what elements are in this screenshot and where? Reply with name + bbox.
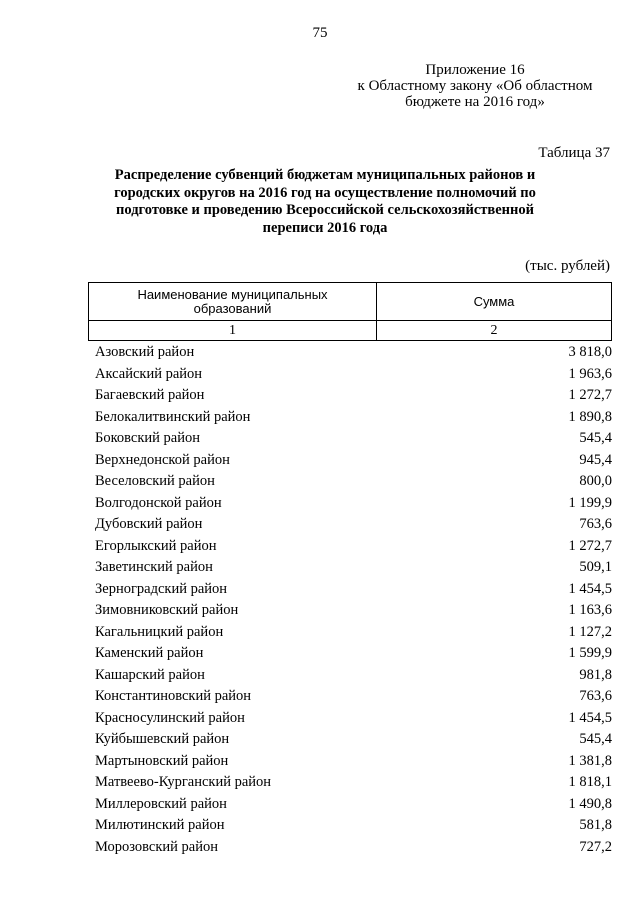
table-row: [95, 557, 612, 579]
subvention-amount: 1 490,8: [568, 795, 612, 812]
document-title: [100, 167, 550, 237]
municipality-name: Красносулинский район: [95, 709, 245, 726]
subvention-amount: 1 818,1: [568, 774, 612, 791]
municipality-name: Зерноградский район: [95, 580, 228, 597]
subvention-amount: 545,4: [579, 430, 612, 447]
municipality-name: Боковский район: [95, 430, 200, 447]
table-row: [95, 665, 612, 687]
subvention-amount: 1 127,2: [568, 623, 612, 640]
subvention-amount: 1 272,7: [568, 387, 612, 404]
municipality-name: Матвеево-Курганский район: [95, 774, 272, 791]
subvention-amount: 1 454,5: [568, 580, 612, 597]
annex-line: к Областному закону «Об областном: [357, 78, 593, 94]
subvention-amount: 1 199,9: [568, 494, 612, 511]
annex-block: [340, 62, 610, 110]
title-line: городских округов на 2016 год на осуществление полномочий по: [114, 184, 536, 201]
municipality-name: Заветинский район: [95, 559, 213, 576]
subvention-amount: 1 599,9: [568, 645, 612, 662]
title-line: Распределение субвенций бюджетам муниципальных районов и: [114, 167, 536, 183]
municipality-name: Егорлыкский район: [95, 537, 217, 554]
subvention-amount: 1 454,5: [568, 709, 612, 726]
table-row: [95, 772, 612, 794]
table-row: [95, 837, 612, 859]
table-row: [95, 450, 612, 472]
column-header-name: [89, 283, 377, 321]
table-header: [88, 282, 612, 341]
table-row: [95, 471, 612, 493]
municipality-name: Кагальницкий район: [95, 623, 224, 640]
table-row: [95, 729, 612, 751]
municipality-name: Мартыновский район: [95, 752, 229, 769]
municipality-name: Зимовниковский район: [95, 602, 239, 619]
subvention-amount: 800,0: [579, 473, 612, 490]
table-row: [95, 493, 612, 515]
table-row: [95, 622, 612, 644]
table-row: [95, 815, 612, 837]
table-row: [95, 407, 612, 429]
subvention-amount: 545,4: [579, 731, 612, 748]
column-header-name-line: образований: [193, 300, 272, 316]
annex-line: бюджете на 2016 год»: [405, 94, 545, 110]
municipality-name: Константиновский район: [95, 688, 252, 705]
units-label: (тыс. рублей): [525, 258, 610, 274]
table-row: [95, 385, 612, 407]
table-row: [95, 751, 612, 773]
column-number-2: 2: [377, 321, 612, 341]
column-header-name-line: Наименование муниципальных: [137, 286, 328, 302]
column-header-sum: Сумма: [377, 283, 612, 321]
subvention-amount: 763,6: [579, 688, 612, 705]
subvention-amount: 1 890,8: [568, 408, 612, 425]
municipality-name: Милютинский район: [95, 817, 225, 834]
subvention-amount: 509,1: [579, 559, 612, 576]
title-line: подготовке и проведению Всероссийской сельскохозяйственной: [116, 202, 534, 218]
municipality-name: Белокалитвинский район: [95, 408, 251, 425]
table-row: [95, 428, 612, 450]
annex-line: Приложение 16: [425, 62, 525, 78]
table-row: [95, 643, 612, 665]
column-number-1: 1: [89, 321, 377, 341]
table-row: [95, 342, 612, 364]
municipality-name: Верхнедонской район: [95, 451, 230, 468]
table-row: [95, 600, 612, 622]
municipality-name: Азовский район: [95, 344, 195, 361]
municipality-name: Куйбышевский район: [95, 731, 230, 748]
municipality-name: Аксайский район: [95, 365, 203, 382]
municipality-name: Миллеровский район: [95, 795, 227, 812]
subvention-amount: 3 818,0: [568, 344, 612, 361]
title-line: переписи 2016 года: [262, 219, 388, 236]
municipality-name: Морозовский район: [95, 838, 219, 855]
subvention-amount: 1 163,6: [568, 602, 612, 619]
municipality-name: Веселовский район: [95, 473, 215, 490]
municipality-name: Дубовский район: [95, 516, 203, 533]
page-number: 75: [312, 25, 328, 41]
subvention-amount: 1 963,6: [568, 365, 612, 382]
table-row: [95, 708, 612, 730]
subvention-amount: 727,2: [579, 838, 612, 855]
municipality-name: Багаевский район: [95, 387, 205, 404]
table-body: [95, 342, 612, 858]
table-row: [95, 364, 612, 386]
subvention-amount: 763,6: [579, 516, 612, 533]
table-row: [95, 686, 612, 708]
table-label: Таблица 37: [538, 145, 610, 161]
subvention-amount: 981,8: [579, 666, 612, 683]
subvention-amount: 1 381,8: [568, 752, 612, 769]
table-row: [95, 794, 612, 816]
subvention-amount: 581,8: [579, 817, 612, 834]
table-row: [95, 514, 612, 536]
subvention-amount: 1 272,7: [568, 537, 612, 554]
subvention-amount: 945,4: [579, 451, 612, 468]
municipality-name: Каменский район: [95, 645, 204, 662]
municipality-name: Кашарский район: [95, 666, 205, 683]
municipality-name: Волгодонской район: [95, 494, 222, 511]
table-row: [95, 536, 612, 558]
table-row: [95, 579, 612, 601]
